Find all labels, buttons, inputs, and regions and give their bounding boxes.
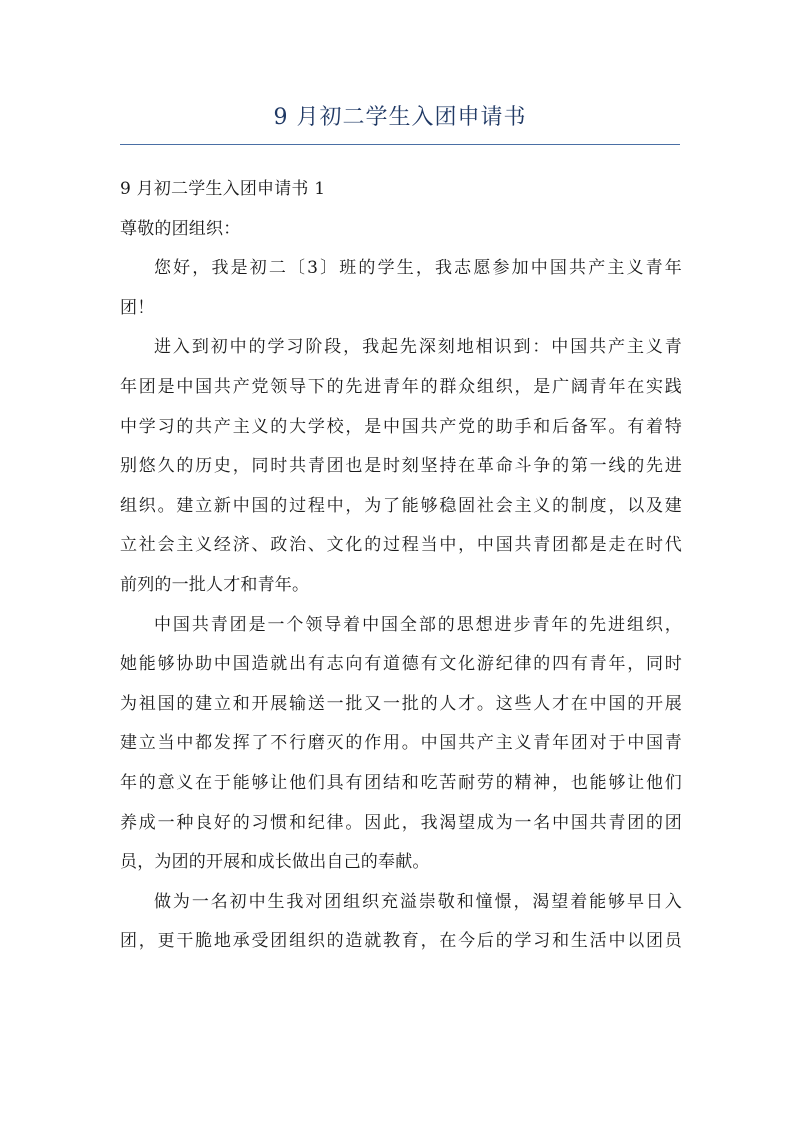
text-line: 年团是中国共产党领导下的先进青年的群众组织，是广阔青年在实践: [120, 376, 682, 397]
text-line: 她能够协助中国造就出有志向有道德有文化游纪律的四有青年，同时: [120, 654, 682, 675]
text-line: 建立当中都发挥了不行磨灭的作用。中国共产主义青年团对于中国青: [120, 733, 682, 754]
text-line: 进入到初中的学习阶段，我起先深刻地相识到：中国共产主义青: [154, 337, 682, 358]
text-line: 做为一名初中生我对团组织充溢崇敬和憧憬，渴望着能够早日入: [154, 891, 682, 912]
text-line: 团！: [120, 297, 155, 318]
text-line: 别悠久的历史，同时共青团也是时刻坚持在革命斗争的第一线的先进: [120, 456, 682, 477]
text-line: 尊敬的团组织：: [120, 218, 241, 239]
text-line: 组织。建立新中国的过程中，为了能够稳固社会主义的制度，以及建: [120, 495, 682, 516]
text-line: 立社会主义经济、政治、文化的过程当中，中国共青团都是走在时代: [120, 535, 682, 556]
text-line: 员，为团的开展和成长做出自己的奉献。: [120, 852, 430, 873]
text-line: 为祖国的建立和开展输送一批又一批的人才。这些人才在中国的开展: [120, 693, 682, 714]
document-body: [120, 170, 682, 962]
text-line: 中学习的共产主义的大学校，是中国共产党的助手和后备军。有着特: [120, 416, 682, 437]
title-divider: [120, 144, 680, 145]
text-line: 年的意义在于能够让他们具有团结和吃苦耐劳的精神，也能够让他们: [120, 772, 682, 793]
text-line: 前列的一批人才和青年。: [120, 574, 310, 595]
text-line: 团，更干脆地承受团组织的造就教育，在今后的学习和生活中以团员: [120, 931, 682, 952]
text-line: 中国共青团是一个领导着中国全部的思想进步青年的先进组织，: [154, 614, 682, 635]
text-line: 9 月初二学生入团申请书 1: [120, 179, 326, 199]
text-line: 养成一种良好的习惯和纪律。因此，我渴望成为一名中国共青团的团: [120, 812, 682, 833]
document-title: 9 月初二学生入团申请书: [273, 105, 527, 130]
text-line: 您好，我是初二〔3〕班的学生，我志愿参加中国共产主义青年: [154, 258, 682, 279]
